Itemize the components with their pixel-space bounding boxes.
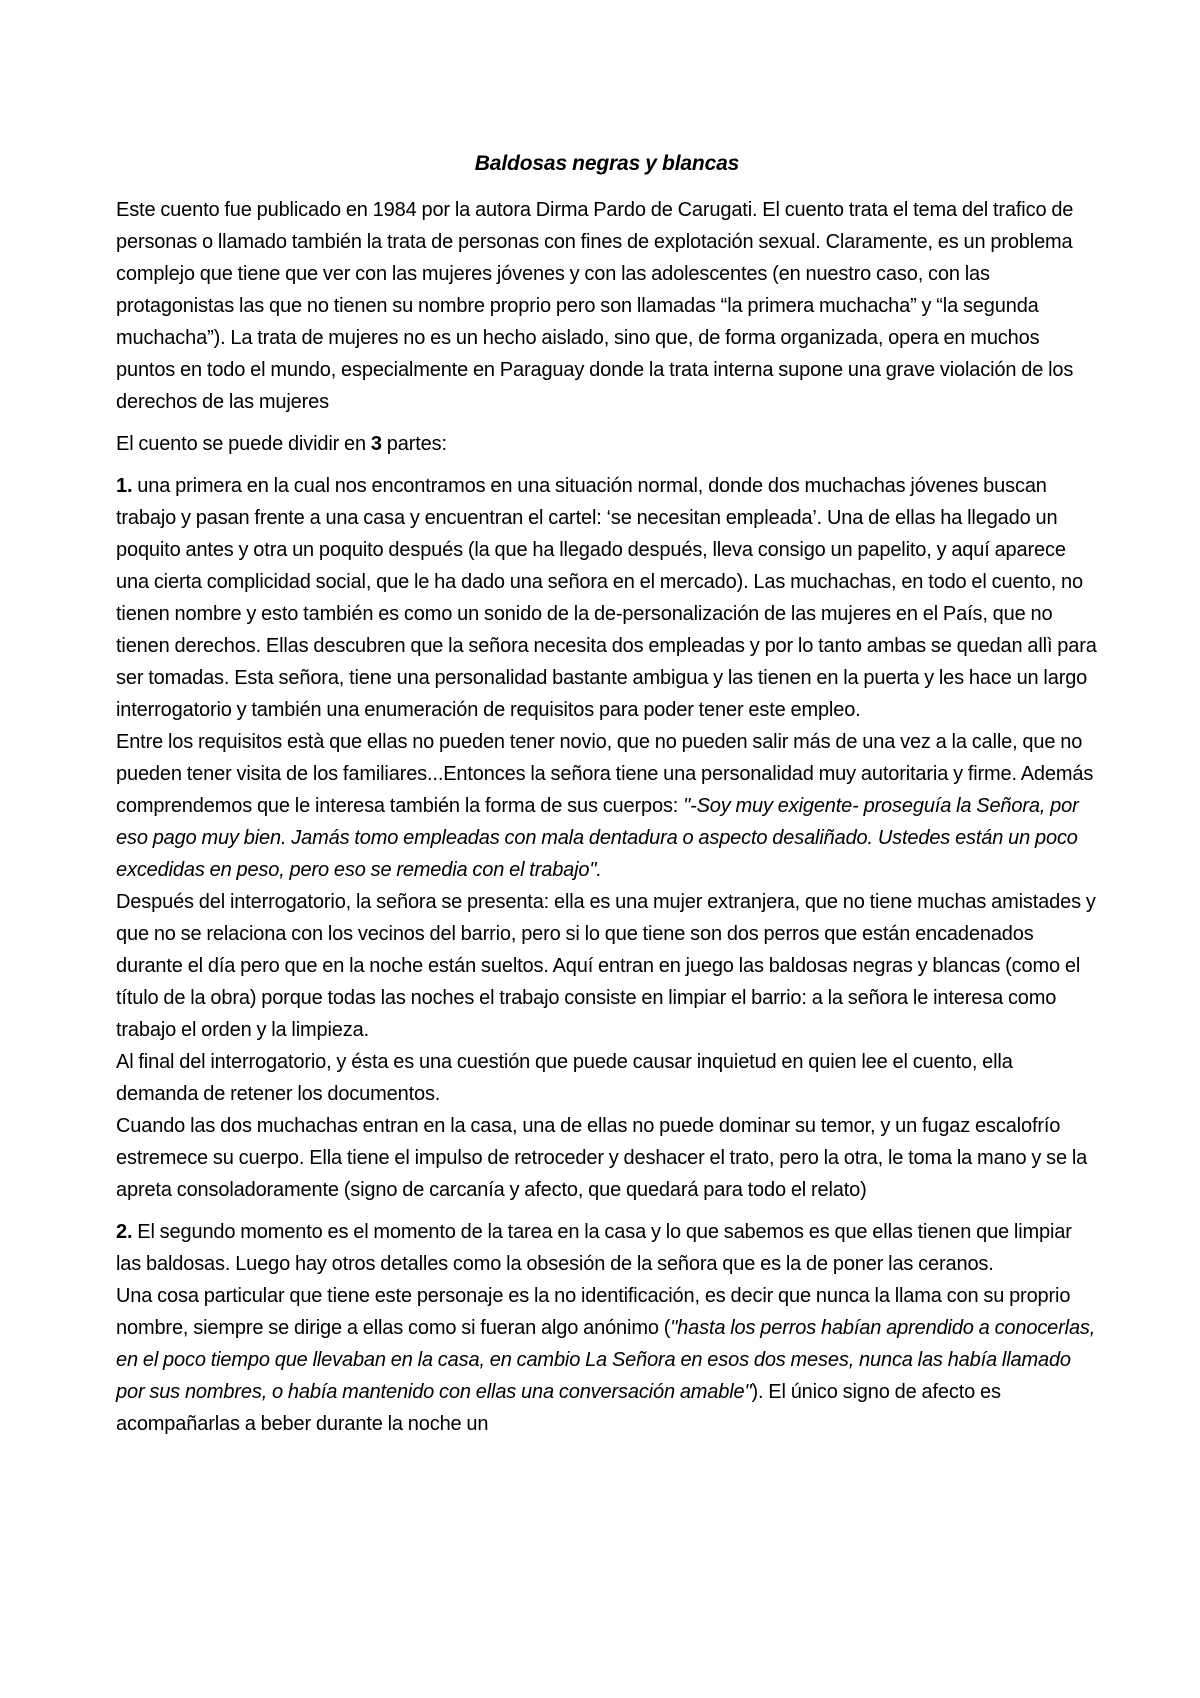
part1-requirements-paragraph bbox=[116, 726, 1098, 886]
intro-paragraph: Este cuento fue publicado en 1984 por la autora Dirma Pardo de Carugati. El cuento trata el tema del trafico de personas o llamado también la trata de personas con fines de explotación sexual. Claramente, es un problema complejo que tiene que ver con las mujeres jóvenes y con las adolescentes (en nuestro caso, con las protagonistas las que no tienen su nombre proprio pero son llamadas “la primera muchacha” y “la segunda muchacha”). La trata de mujeres no es un hecho aislado, sino que, de forma organizada, opera en muchos puntos en todo el mundo, especialmente en Paraguay donde la trata interna supone una grave violación de los derechos de las mujeres bbox=[116, 199, 1074, 413]
part1-entrance-paragraph: Cuando las dos muchachas entran en la casa, una de ellas no puede dominar su temor, y un fugaz escalofrío estremece su cuerpo. Ella tiene el impulso de retroceder y deshacer el trato, pero la otra, le toma la mano y se la apreta consoladoramente (signo de carcanía y afecto, que quedará para todo el relato) bbox=[116, 1115, 1088, 1201]
part2-identification-paragraph bbox=[116, 1280, 1098, 1440]
part2-identification-quote: "hasta los perros habían aprendido a conocerlas, en el poco tiempo que llevaban en la casa, en cambio La Señora en esos dos meses, nunca las había llamado por sus nombres, o había mantenido con ellas una conversación amable" bbox=[116, 1317, 1096, 1403]
part1-documents-paragraph: Al final del interrogatorio, y ésta es una cuestión que puede causar inquietud en quien lee el cuento, ella demanda de retener los documentos. bbox=[116, 1051, 1013, 1105]
part1-paragraph bbox=[116, 470, 1098, 726]
part1-requirements-quote: "-Soy muy exigente- proseguía la Señora, por eso pago muy bien. Jamás tomo empleadas con mala dentadura o aspecto desaliñado. Ustedes están un poco excedidas en peso, pero eso se remedia con el trabajo". bbox=[116, 795, 1079, 881]
division-text-post: partes: bbox=[381, 433, 447, 455]
part2-paragraph bbox=[116, 1216, 1098, 1280]
part2-number: 2. bbox=[116, 1221, 133, 1243]
document-body bbox=[116, 136, 1098, 1440]
part1-presentation-paragraph: Después del interrogatorio, la señora se presenta: ella es una mujer extranjera, que no tiene muchas amistades y que no se relaciona con los vecinos del barrio, pero si lo que tiene son dos perros que están encadenados durante el día pero que en la noche están sueltos. Aquí entran en juego las baldosas negras y blancas (como el título de la obra) porque todas las noches el trabajo consiste en limpiar el barrio: a la señora le interesa como trabajo el orden y la limpieza. bbox=[116, 891, 1096, 1041]
division-text-pre: El cuento se puede dividir en bbox=[116, 433, 371, 455]
part2-identification-text: Una cosa particular que tiene este personaje es la no identificación, es decir que nunca la llama con su proprio nombre, siempre se dirige a ellas como si fueran algo anónimo ( bbox=[116, 1285, 1071, 1339]
part1-number: 1. bbox=[116, 475, 133, 497]
division-number: 3 bbox=[370, 433, 382, 455]
part1-text: una primera en la cual nos encontramos en una situación normal, donde dos muchachas jóvenes buscan trabajo y pasan frente a una casa y encuentran el cartel: ‘se necesitan empleada’. Una de ellas ha llegado un poquito antes y otra un poquito después (la que ha llegado después, lleva consigo un papelito, y aquí aparece una cierta complicidad social, que le ha dado una señora en el mercado). Las muchachas, en todo el cuento, no tienen nombre y esto también es como un sonido de la de-personalización de las mujeres en el País, que no tienen derechos. Ellas descubren que la señora necesita dos empleadas y por lo tanto ambas se quedan allì para ser tomadas. Esta señora, tiene una personalidad bastante ambigua y las tienen en la puerta y les hace un largo interrogatorio y también una enumeración de requisitos para poder tener este empleo. bbox=[116, 475, 1097, 721]
part2-identification-end: ). El único signo de afecto es acompañarlas a beber durante la noche un bbox=[116, 1381, 1001, 1435]
part2-text: El segundo momento es el momento de la tarea en la casa y lo que sabemos es que ellas tienen que limpiar las baldosas. Luego hay otros detalles como la obsesión de la señora que es la de poner las ceranos. bbox=[116, 1221, 1072, 1275]
document-title: Baldosas negras y blancas bbox=[474, 152, 740, 175]
division-paragraph bbox=[116, 428, 1098, 460]
part1-requirements-text: Entre los requisitos està que ellas no pueden tener novio, que no pueden salir más de una vez a la calle, que no pueden tener visita de los familiares...Entonces la señora tiene una personalidad muy autoritaria y firme. Además comprendemos que le interesa también la forma de sus cuerpos: bbox=[116, 731, 1094, 817]
